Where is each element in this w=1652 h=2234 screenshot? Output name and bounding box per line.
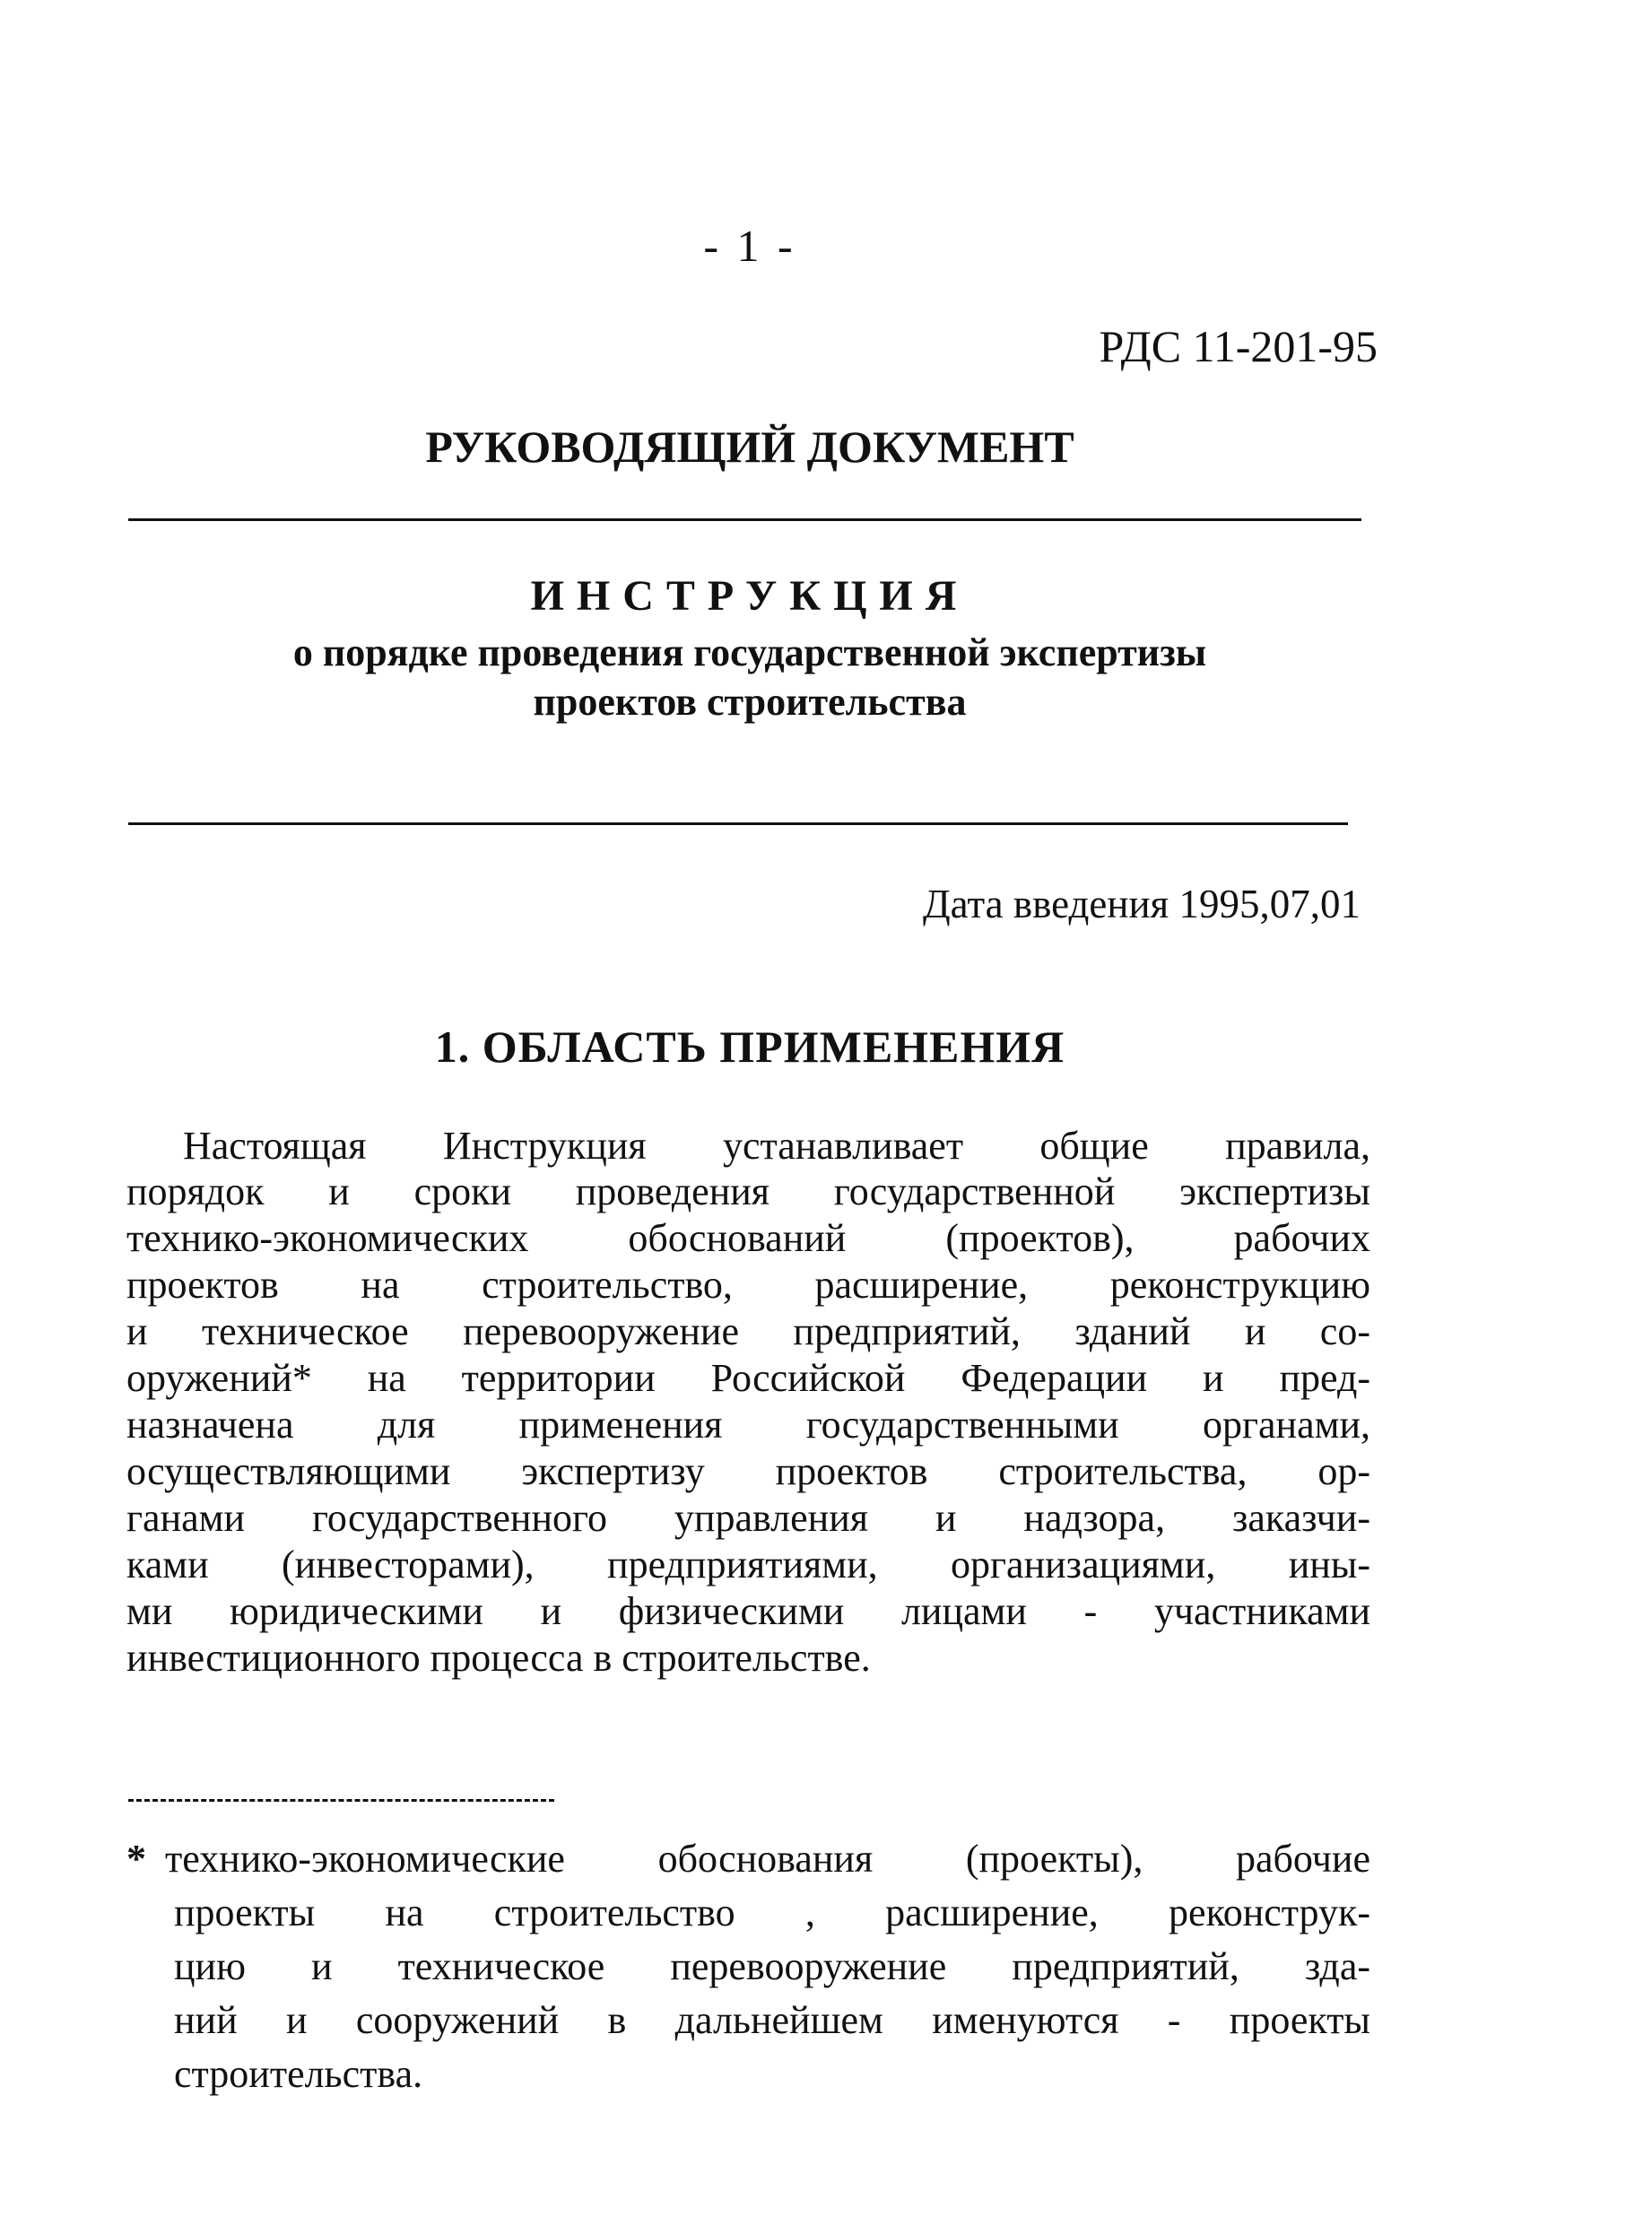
footnote-line: строительства. — [174, 2052, 423, 2096]
paragraph-line: и техническое перевооружение предприятий, зданий и со- — [126, 1309, 1370, 1353]
paragraph-line: технико-экономических обоснований (проектов), рабочих — [126, 1216, 1370, 1260]
footnote-line: проекты на строительство , расширение, реконструк- — [174, 1891, 1370, 1934]
paragraph-line: ганами государственного управления и надзора, заказчи- — [126, 1496, 1370, 1540]
document-code: РДС 11-201-95 — [1099, 321, 1378, 371]
paragraph-line: ками (инвесторами), предприятиями, организациями, ины- — [126, 1543, 1370, 1586]
paragraph-line: оружений* на территории Российской Федерации и пред- — [126, 1356, 1370, 1400]
paragraph-line: проектов на строительство, расширение, реконструкцию — [126, 1263, 1370, 1307]
paragraph-line: порядок и сроки проведения государственной экспертизы — [126, 1169, 1370, 1213]
instruction-subtitle-line-1: о порядке проведения государственной экспертизы — [292, 630, 1207, 674]
introduction-date: Дата введения 1995,07,01 — [922, 882, 1361, 926]
paragraph-line: инвестиционного процесса в строительстве. — [126, 1636, 871, 1680]
horizontal-rule-top — [128, 518, 1361, 521]
horizontal-rule-bottom — [128, 822, 1348, 825]
paragraph-line: ми юридическими и физическими лицами - участниками — [126, 1589, 1370, 1633]
instruction-title: ИНСТРУКЦИЯ — [530, 572, 969, 620]
footnote-line: технико-экономические обоснования (проекты), рабочие — [165, 1837, 1370, 1881]
page-number: - 1 - — [703, 221, 796, 271]
footnote-separator — [128, 1799, 554, 1802]
paragraph-line: назначена для применения государственными органами, — [126, 1403, 1370, 1447]
section-heading: 1. ОБЛАСТЬ ПРИМЕНЕНИЯ — [434, 1021, 1065, 1072]
paragraph-line: осуществляющими экспертизу проектов строительства, ор- — [126, 1449, 1370, 1493]
footnote-line: цию и техническое перевооружение предприятий, зда- — [174, 1944, 1370, 1988]
instruction-subtitle-line-2: проектов строительства — [533, 680, 967, 724]
document-type-heading: РУКОВОДЯЩИЙ ДОКУМЕНТ — [425, 422, 1074, 472]
footnote-marker: * — [126, 1837, 146, 1881]
paragraph-line: Настоящая Инструкция устанавливает общие правила, — [183, 1124, 1370, 1168]
footnote-line: ний и сооружений в дальнейшем именуются - проекты — [174, 1998, 1370, 2042]
